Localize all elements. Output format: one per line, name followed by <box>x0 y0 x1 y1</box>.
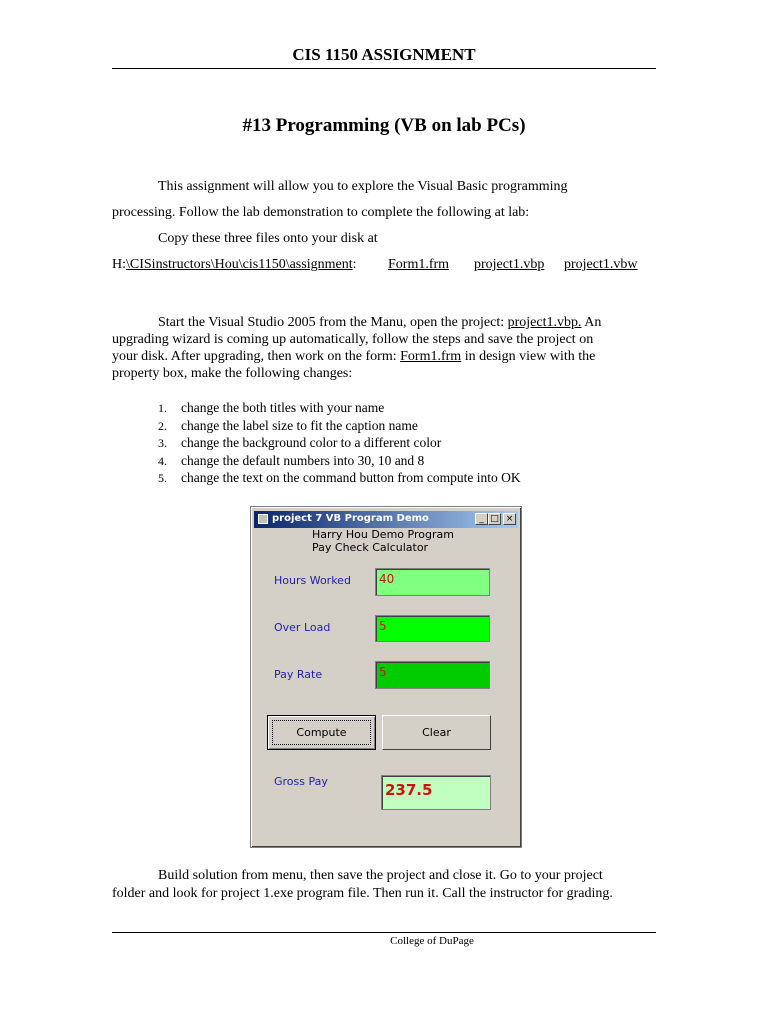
para2-line-1 <box>158 314 601 331</box>
file-link-vbw[interactable]: project1.vbw <box>564 257 638 272</box>
intro-line-1: This assignment will allow you to explore the Visual Basic programming <box>158 179 568 194</box>
path-prefix: H: <box>112 257 126 272</box>
para2-line-3 <box>112 348 595 365</box>
form-caption-2: Pay Check Calculator <box>312 541 429 554</box>
compute-button[interactable] <box>267 715 376 750</box>
para2-text-d: in design view with the <box>461 349 596 364</box>
pay-rate-label: Pay Rate <box>274 668 323 681</box>
para3-line-1: Build solution from menu, then save the project and close it. Go to your project <box>158 868 603 883</box>
window-titlebar[interactable] <box>254 511 518 528</box>
header-title: CIS 1150 ASSIGNMENT <box>292 45 476 64</box>
form-caption-1: Harry Hou Demo Program <box>312 528 454 541</box>
pay-rate-input[interactable]: 5 <box>375 661 490 689</box>
file-link-form1[interactable]: Form1.frm <box>388 257 450 272</box>
list-item: 2. change the label size to fit the caption name <box>158 417 418 433</box>
list-item: 1. change the both titles with your name <box>158 400 385 415</box>
focus-rect <box>272 720 371 745</box>
header-rule <box>112 68 656 69</box>
para2-text-c: your disk. After upgrading, then work on the form: <box>112 349 401 364</box>
para2-line-4: property box, make the following changes: <box>112 366 353 381</box>
clear-button[interactable]: Clear <box>382 715 491 750</box>
footer-rule <box>112 932 656 933</box>
file-link-vbp[interactable]: project1.vbp <box>474 257 545 272</box>
form-link[interactable]: Form1.frm <box>400 349 462 364</box>
close-icon[interactable]: × <box>503 513 516 525</box>
over-load-input[interactable]: 5 <box>375 615 490 642</box>
intro-line-3: Copy these three files onto your disk at <box>158 231 378 246</box>
vb-form-window <box>250 506 522 848</box>
page-title: #13 Programming (VB on lab PCs) <box>242 115 526 136</box>
para2-text-a: Start the Visual Studio 2005 from the Manu, open the project: <box>158 315 508 330</box>
app-icon <box>258 514 268 524</box>
gross-pay-output: 237.5 <box>381 775 491 810</box>
gross-pay-label: Gross Pay <box>274 775 328 788</box>
list-item: 5. change the text on the command button from compute into OK <box>158 470 521 485</box>
intro-line-2: processing. Follow the lab demonstration to complete the following at lab: <box>112 205 530 220</box>
project-link[interactable]: project1.vbp. <box>507 315 582 330</box>
list-item: 4. change the default numbers into 30, 10 and 8 <box>158 452 425 468</box>
steps-list <box>158 399 521 487</box>
window-title: project 7 VB Program Demo <box>272 513 429 524</box>
minimize-icon[interactable]: _ <box>475 513 488 525</box>
para3-line-2: folder and look for project 1.exe program file. Then run it. Call the instructor for grading. <box>112 886 613 901</box>
path-suffix: : <box>352 257 357 272</box>
compute-button-label: Compute <box>296 726 347 739</box>
hours-worked-label: Hours Worked <box>274 574 351 587</box>
file-path-line <box>112 256 356 273</box>
path-link[interactable]: \CISinstructors\Hou\cis1150\assignment <box>126 257 353 272</box>
hours-worked-input[interactable]: 40 <box>375 568 490 596</box>
footer-text: College of DuPage <box>390 935 474 947</box>
list-item: 3. change the background color to a different color <box>158 435 442 450</box>
para2-line-2: upgrading wizard is coming up automatically, follow the steps and save the project on <box>112 332 594 347</box>
maximize-icon[interactable]: □ <box>488 513 501 525</box>
over-load-label: Over Load <box>274 621 331 634</box>
para2-text-b: An <box>581 315 602 330</box>
